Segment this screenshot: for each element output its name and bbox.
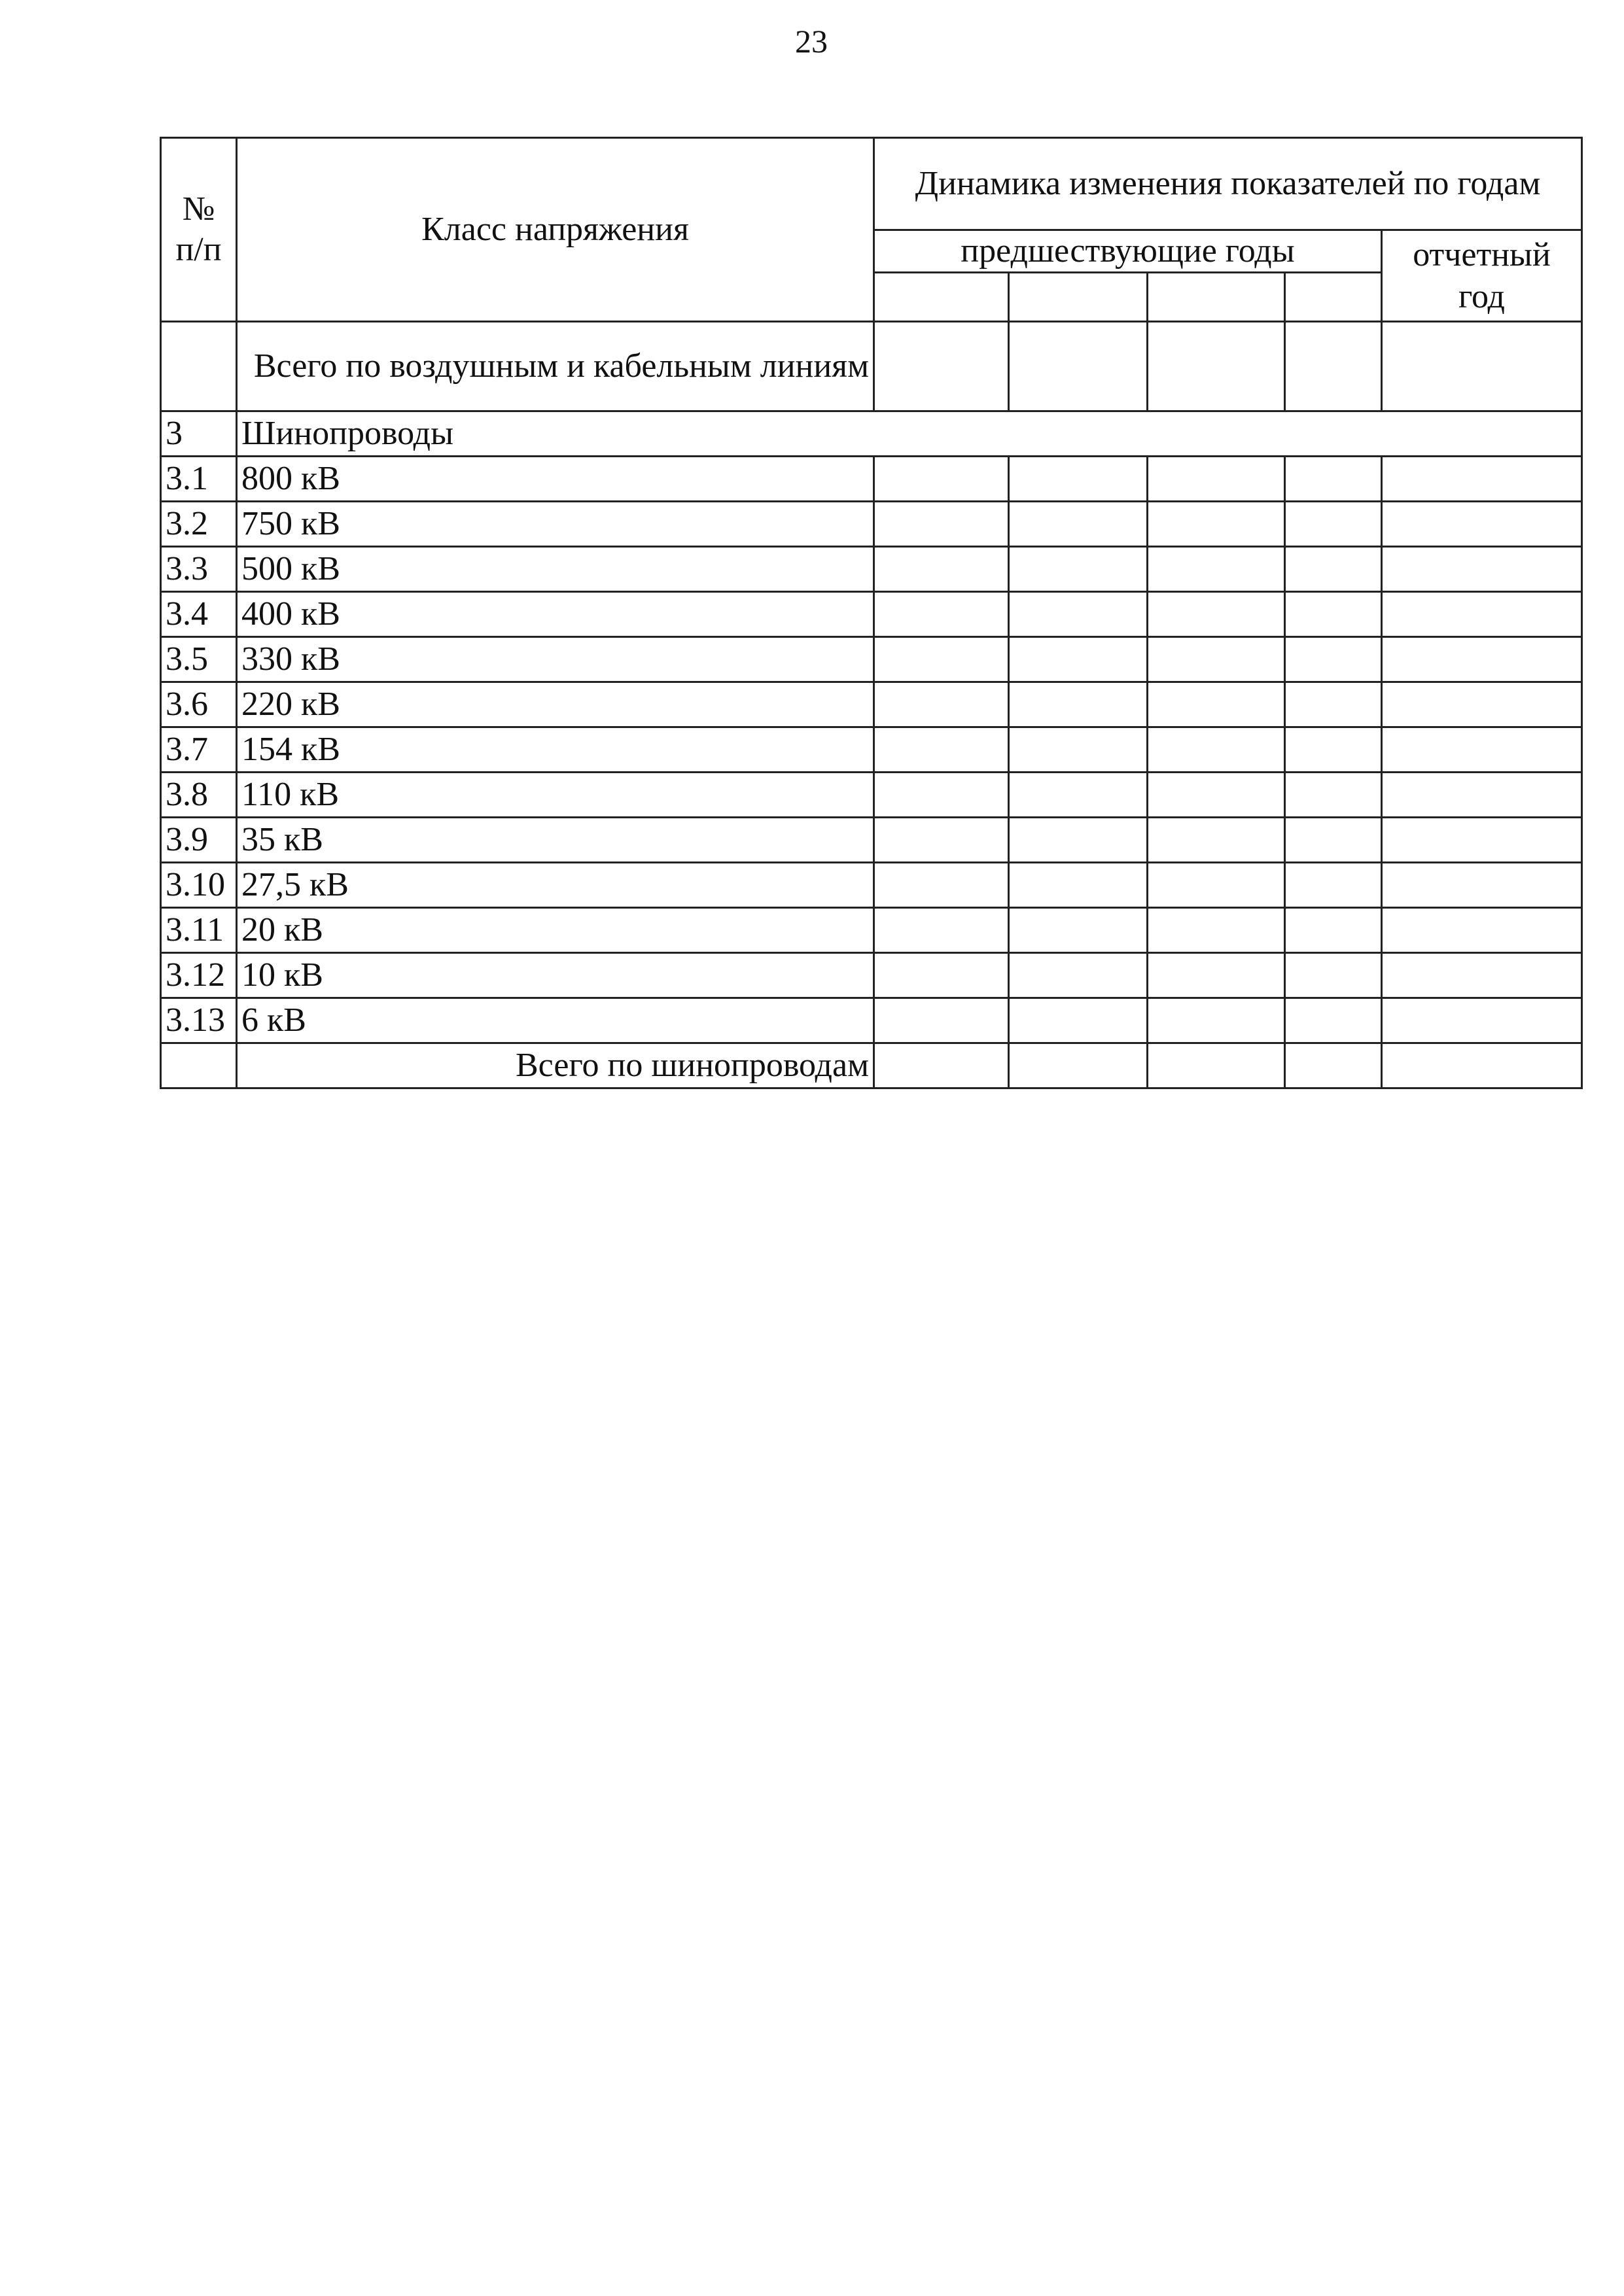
row-number: 3.9 bbox=[161, 818, 237, 863]
value-cell bbox=[1285, 457, 1382, 502]
value-cell bbox=[874, 1043, 1009, 1088]
page-number: 23 bbox=[795, 23, 828, 60]
total-busbars-row bbox=[161, 1043, 1582, 1088]
row-number: 3.1 bbox=[161, 457, 237, 502]
header-year-1-cell bbox=[874, 273, 1009, 322]
row-number: 3.7 bbox=[161, 727, 237, 773]
value-cell bbox=[1009, 547, 1148, 592]
row-voltage-label: 20 кВ bbox=[237, 908, 874, 953]
value-cell bbox=[1148, 1043, 1285, 1088]
table-row bbox=[161, 908, 1582, 953]
value-cell bbox=[1009, 502, 1148, 547]
value-cell bbox=[1382, 908, 1582, 953]
header-previous-years-cell: предшествующие годы bbox=[874, 230, 1382, 273]
value-cell bbox=[1382, 863, 1582, 908]
section-title: Шинопроводы bbox=[237, 411, 1582, 457]
value-cell bbox=[1382, 592, 1582, 637]
value-cell bbox=[874, 637, 1009, 682]
total-busbars-num-cell bbox=[161, 1043, 237, 1088]
value-cell bbox=[1148, 502, 1285, 547]
table-row bbox=[161, 818, 1582, 863]
total-air-cable-num-cell bbox=[161, 322, 237, 411]
value-cell bbox=[1382, 1043, 1582, 1088]
table-row bbox=[161, 502, 1582, 547]
row-number: 3.10 bbox=[161, 863, 237, 908]
value-cell bbox=[1009, 727, 1148, 773]
value-cell bbox=[1285, 953, 1382, 998]
table-row bbox=[161, 547, 1582, 592]
value-cell bbox=[1148, 773, 1285, 818]
value-cell bbox=[1285, 1043, 1382, 1088]
value-cell bbox=[1285, 592, 1382, 637]
value-cell bbox=[1285, 908, 1382, 953]
row-voltage-label: 400 кВ bbox=[237, 592, 874, 637]
section-number: 3 bbox=[161, 411, 237, 457]
value-cell bbox=[1148, 547, 1285, 592]
row-voltage-label: 750 кВ bbox=[237, 502, 874, 547]
header-year-3-cell bbox=[1148, 273, 1285, 322]
value-cell bbox=[1285, 727, 1382, 773]
value-cell bbox=[874, 727, 1009, 773]
value-cell bbox=[874, 322, 1009, 411]
value-cell bbox=[1009, 682, 1148, 727]
row-number: 3.8 bbox=[161, 773, 237, 818]
value-cell bbox=[1285, 547, 1382, 592]
value-cell bbox=[1382, 682, 1582, 727]
header-year-4-cell bbox=[1285, 273, 1382, 322]
value-cell bbox=[1382, 502, 1582, 547]
value-cell bbox=[1148, 908, 1285, 953]
section-busbars-row bbox=[161, 411, 1582, 457]
value-cell bbox=[1148, 727, 1285, 773]
value-cell bbox=[874, 592, 1009, 637]
table-row bbox=[161, 457, 1582, 502]
value-cell bbox=[1382, 773, 1582, 818]
row-number: 3.5 bbox=[161, 637, 237, 682]
value-cell bbox=[1285, 637, 1382, 682]
header-year-2-cell bbox=[1009, 273, 1148, 322]
value-cell bbox=[1148, 818, 1285, 863]
value-cell bbox=[1382, 637, 1582, 682]
value-cell bbox=[874, 998, 1009, 1043]
value-cell bbox=[1009, 322, 1148, 411]
table-row bbox=[161, 682, 1582, 727]
row-voltage-label: 27,5 кВ bbox=[237, 863, 874, 908]
value-cell bbox=[1148, 457, 1285, 502]
value-cell bbox=[1285, 773, 1382, 818]
value-cell bbox=[1148, 322, 1285, 411]
value-cell bbox=[1148, 637, 1285, 682]
row-number: 3.4 bbox=[161, 592, 237, 637]
total-air-cable-label: Всего по воздушным и кабельным линиям bbox=[237, 322, 874, 411]
value-cell bbox=[1009, 818, 1148, 863]
value-cell bbox=[1148, 863, 1285, 908]
value-cell bbox=[1382, 457, 1582, 502]
header-number-cell: № п/п bbox=[161, 138, 237, 322]
value-cell bbox=[1009, 637, 1148, 682]
value-cell bbox=[1148, 682, 1285, 727]
value-cell bbox=[874, 773, 1009, 818]
row-voltage-label: 500 кВ bbox=[237, 547, 874, 592]
table-row bbox=[161, 953, 1582, 998]
table-row bbox=[161, 637, 1582, 682]
value-cell bbox=[1382, 818, 1582, 863]
value-cell bbox=[874, 457, 1009, 502]
value-cell bbox=[1009, 1043, 1148, 1088]
value-cell bbox=[1285, 322, 1382, 411]
value-cell bbox=[1382, 998, 1582, 1043]
row-number: 3.13 bbox=[161, 998, 237, 1043]
table-row bbox=[161, 773, 1582, 818]
value-cell bbox=[1285, 818, 1382, 863]
row-voltage-label: 10 кВ bbox=[237, 953, 874, 998]
row-voltage-label: 35 кВ bbox=[237, 818, 874, 863]
value-cell bbox=[1285, 682, 1382, 727]
row-voltage-label: 154 кВ bbox=[237, 727, 874, 773]
row-voltage-label: 220 кВ bbox=[237, 682, 874, 727]
value-cell bbox=[1285, 998, 1382, 1043]
value-cell bbox=[1009, 953, 1148, 998]
header-voltage-class-cell: Класс напряжения bbox=[237, 138, 874, 322]
value-cell bbox=[1382, 953, 1582, 998]
value-cell bbox=[874, 502, 1009, 547]
value-cell bbox=[1009, 592, 1148, 637]
row-number: 3.12 bbox=[161, 953, 237, 998]
value-cell bbox=[1009, 773, 1148, 818]
total-busbars-label: Всего по шинопроводам bbox=[237, 1043, 874, 1088]
value-cell bbox=[874, 863, 1009, 908]
value-cell bbox=[874, 547, 1009, 592]
voltage-class-table bbox=[160, 137, 1583, 1089]
value-cell bbox=[874, 682, 1009, 727]
row-number: 3.6 bbox=[161, 682, 237, 727]
value-cell bbox=[1148, 592, 1285, 637]
value-cell bbox=[1382, 322, 1582, 411]
value-cell bbox=[874, 818, 1009, 863]
value-cell bbox=[874, 908, 1009, 953]
value-cell bbox=[1148, 953, 1285, 998]
value-cell bbox=[1285, 502, 1382, 547]
header-reporting-year-cell: отчетный год bbox=[1382, 230, 1582, 322]
value-cell bbox=[1285, 863, 1382, 908]
row-number: 3.2 bbox=[161, 502, 237, 547]
value-cell bbox=[1009, 908, 1148, 953]
row-number: 3.11 bbox=[161, 908, 237, 953]
value-cell bbox=[1009, 998, 1148, 1043]
table-row bbox=[161, 592, 1582, 637]
value-cell bbox=[1148, 998, 1285, 1043]
value-cell bbox=[874, 953, 1009, 998]
value-cell bbox=[1009, 457, 1148, 502]
table-row bbox=[161, 998, 1582, 1043]
row-voltage-label: 800 кВ bbox=[237, 457, 874, 502]
row-number: 3.3 bbox=[161, 547, 237, 592]
table-row bbox=[161, 727, 1582, 773]
header-dynamics-cell: Динамика изменения показателей по годам bbox=[874, 138, 1582, 230]
row-voltage-label: 110 кВ bbox=[237, 773, 874, 818]
total-air-cable-row bbox=[161, 322, 1582, 411]
table-row bbox=[161, 863, 1582, 908]
row-voltage-label: 330 кВ bbox=[237, 637, 874, 682]
value-cell bbox=[1382, 547, 1582, 592]
value-cell bbox=[1009, 863, 1148, 908]
value-cell bbox=[1382, 727, 1582, 773]
row-voltage-label: 6 кВ bbox=[237, 998, 874, 1043]
